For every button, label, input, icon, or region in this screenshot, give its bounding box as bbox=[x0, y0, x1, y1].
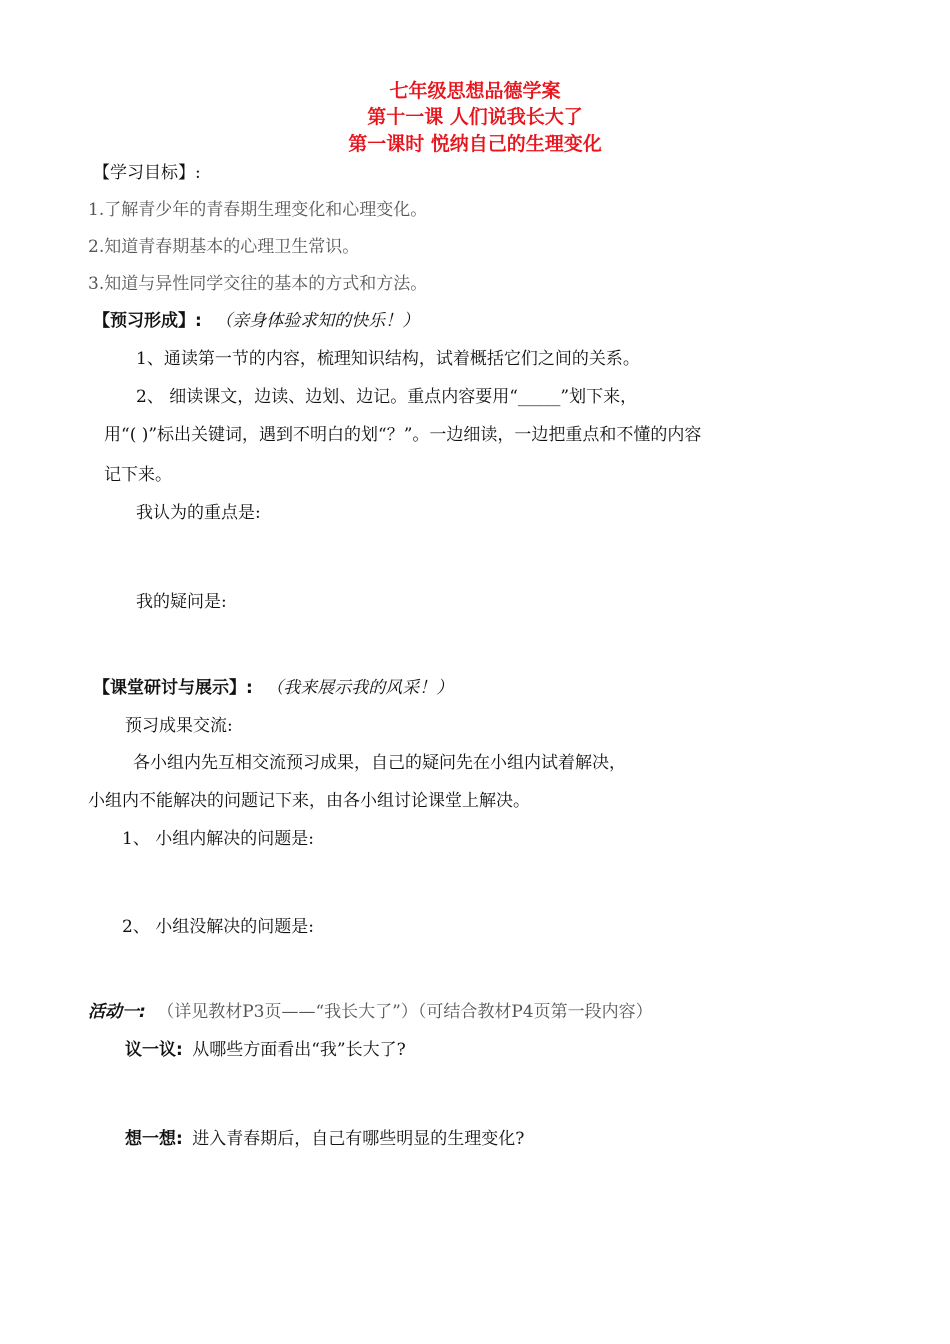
exchange-paragraph-line-2: 小组内不能解决的问题记下来，由各小组讨论课堂上解决。 bbox=[88, 791, 530, 811]
page-title: 七年级思想品德学案 bbox=[389, 80, 561, 102]
discuss-label: 议一议: bbox=[125, 1040, 183, 1060]
key-points-prompt: 我认为的重点是: bbox=[136, 503, 261, 523]
exchange-paragraph-line-1: 各小组内先互相交流预习成果，自己的疑问先在小组内试着解决， bbox=[133, 753, 626, 773]
think-text: 进入青春期后，自己有哪些明显的生理变化? bbox=[192, 1129, 525, 1149]
activity-1-reference: （详见教材P3页——“我长大了”）（可结合教材P4页第一段内容） bbox=[157, 1002, 653, 1022]
think-label: 想一想: bbox=[125, 1129, 183, 1149]
preview-step-1: 1、通读第一节的内容，梳理知识结构，试着概括它们之间的关系。 bbox=[136, 349, 640, 369]
lesson-title: 第十一课 人们说我长大了 bbox=[367, 106, 583, 128]
preview-heading bbox=[93, 306, 419, 331]
preview-step-2-line-2: 用“( )”标出关键词，遇到不明白的划“？”。一边细读，一边把重点和不懂的内容 bbox=[104, 425, 702, 445]
objective-item-3: 3.知道与异性同学交往的基本的方式和方法。 bbox=[88, 274, 428, 294]
preview-step-2-line-3: 记下来。 bbox=[104, 465, 172, 485]
unsolved-questions-prompt: 2、 小组没解决的问题是: bbox=[122, 917, 314, 937]
preview-step-2-line-1: 2、 细读课文，边读、边划、边记。重点内容要用“_____”划下来， bbox=[136, 387, 638, 407]
objective-item-2: 2.知道青春期基本的心理卫生常识。 bbox=[88, 237, 360, 257]
activity-1-line bbox=[88, 997, 653, 1022]
preview-subtitle: （亲身体验求知的快乐！） bbox=[215, 311, 420, 331]
classroom-heading-label: 【课堂研讨与展示】: bbox=[93, 678, 253, 698]
discuss-text: 从哪些方面看出“我”长大了? bbox=[192, 1040, 406, 1060]
objectives-heading: 【学习目标】: bbox=[93, 163, 201, 183]
think-line bbox=[125, 1124, 524, 1149]
preview-heading-label: 【预习形成】: bbox=[93, 311, 202, 331]
classroom-subtitle: （我来展示我的风采！） bbox=[266, 678, 454, 698]
solved-questions-prompt: 1、 小组内解决的问题是: bbox=[122, 829, 314, 849]
activity-1-label: 活动一: bbox=[88, 1002, 146, 1022]
classroom-heading bbox=[93, 673, 453, 698]
discuss-line bbox=[125, 1035, 406, 1060]
questions-prompt: 我的疑问是: bbox=[136, 592, 227, 612]
objective-item-1: 1.了解青少年的青春期生理变化和心理变化。 bbox=[88, 200, 428, 220]
period-title: 第一课时 悦纳自己的生理变化 bbox=[348, 133, 602, 155]
exchange-label: 预习成果交流: bbox=[125, 716, 233, 736]
